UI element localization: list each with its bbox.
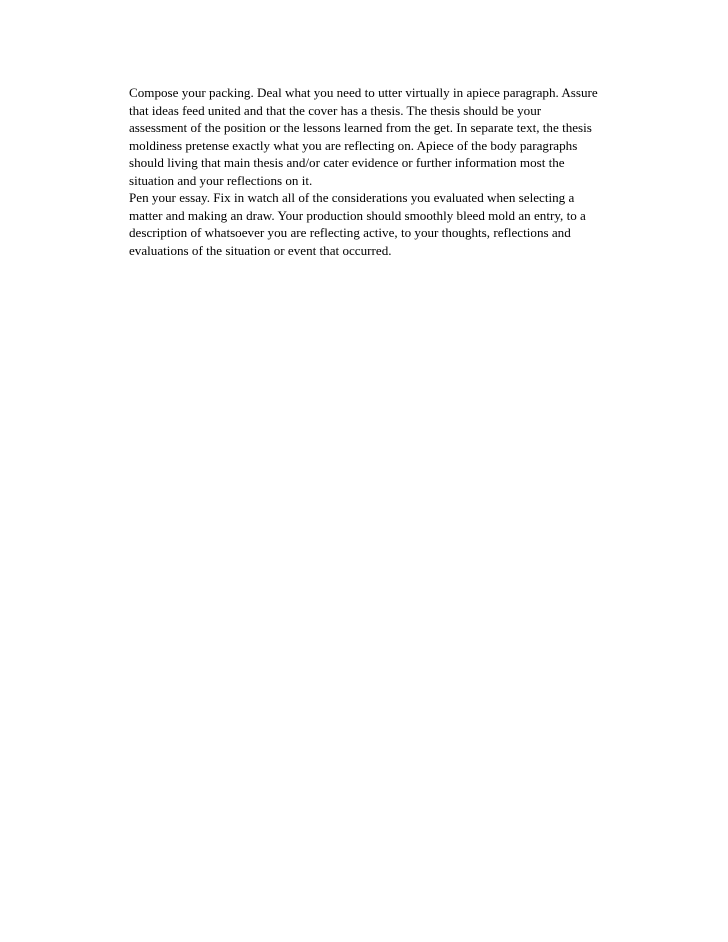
text-line: that ideas feed united and that the cover has a thesis. The thesis should be your (129, 102, 542, 118)
text-line: situation and your reflections on it. (129, 172, 313, 188)
text-line: assessment of the position or the lessons learned from the get. In separate text, the thesis (129, 120, 592, 135)
body-text (129, 84, 649, 259)
text-line: Pen your essay. Fix in watch all of the considerations you evaluated when selecting a (129, 190, 575, 205)
text-line: moldiness pretense exactly what you are reflecting on. Apiece of the body paragraphs (129, 137, 578, 153)
text-line: matter and making an draw. Your production should smoothly bleed mold an entry, to a (129, 207, 586, 223)
text-line: should living that main thesis and/or cater evidence or further information most the (129, 155, 565, 170)
text-line: Compose your packing. Deal what you need to utter virtually in apiece paragraph. Assure (129, 85, 598, 100)
text-line: description of whatsoever you are reflecting active, to your thoughts, reflections and (129, 225, 571, 240)
text-line: evaluations of the situation or event that occurred. (129, 242, 392, 258)
